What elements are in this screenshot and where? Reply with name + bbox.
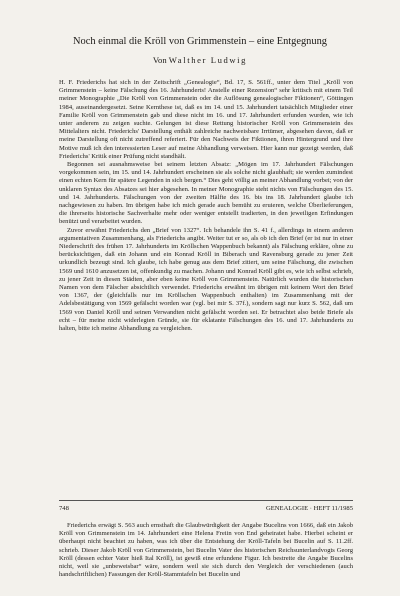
continuation-text: [59, 522, 353, 579]
paragraph: H. F. Friederichs hat sich in der Zeitschrift „Genealogie“, Bd. 17, S. 561ff., unter dem Titel „Kröll von Grimmenstein – keine Fälschung des 16. Jahrhunderts! Anstelle einer Rezension“ sehr kritisch mit einem Teil meiner Monographie „Die Kröll von Grimmenstein oder die Auflösung genealogischer Fiktionen“, Göttingen 1984, auseinandergesetzt. Seine Kernthese ist, daß es im 14. und 15. Jahrhundert tatsächlich Mitglieder einer Familie Kröll von Grimmenstein gab und diese nicht im 16. und 17. Jahrhundert erfunden wurden, wie ich unter anderem zu zeigen suchte. Gelungen ist diese Rettung historischer Kröll von Grimmenstein des Mittelalters nicht. Friederichs' Darstellung enthält zahlreiche nachweisbare Irrtümer, abgesehen davon, daß er meine Darstellung oft nicht zutreffend referiert. Für den Nachweis der Fiktionen, ihren Hintergrund und ihre Motive muß ich den interessierten Leser auf meine Abhandlung verweisen. Hier kann nur gezeigt werden, daß Friederichs' Kritik einer Prüfung nicht standhält.: [59, 79, 353, 160]
article-body: [59, 79, 353, 333]
footer-divider: [59, 500, 353, 501]
paragraph: Zuvor erwähnt Friederichs den „Brief von 1327“. Ich behandele ihn S. 41 f., allerdings in einem anderen argumentativen Zusammenhang, als Friederichs angibt. Weiter tut er so, als ob ich den Brief (er ist nur in einer Niederschrift des frühen 17. Jahrhunderts im Kröllschen Wappenbuch bekannt) als Fälschung erkläre, ohne zu berücksichtigen, daß ein Johann und ein Konrad Kröll in Biberach und Ravensburg gerade zu jener Zeit urkundlich bezeugt sind. Ich glaube, ich habe genug aus dem Brief zitiert, um seine Fälschung, die zwischen 1569 und 1610 anzusetzen ist, offenkundig zu machen. Johann und Konrad Kröll gibt es, wie ich selbst schrieb, zu jener Zeit in diesen Städten, aber eben keine Kröll von Grimmenstein. Natürlich wurden die historischen Namen von dem Fälscher absichtlich verwendet. Friederichs erwähnt im übrigen mit keinem Wort den Brief von 1367, der (gleichfalls nur im Kröllschen Wappenbuch enthalten) im Zusammenhang mit der Adelsbestätigung von 1569 gefälscht worden war (vgl. bei mir S. 37f.), sondern sagt nur kurz S. 562, daß um 1569 von Daniel Kröll und seinen Verwandten nicht gefälscht worden sei. Er betrachtet also beide Briefe als echt – für meine nicht widerlegten Gründe, sie für eklatante Fälschungen des 16. und 17. Jahrhunderts zu halten, bitte ich meine Abhandlung zu vergleichen.: [59, 226, 353, 333]
article-title: Noch einmal die Kröll von Grimmenstein – eine Entgegnung: [73, 36, 327, 47]
author-name: Walther Ludwig: [168, 55, 248, 65]
journal-issue: GENEALOGIE · HEFT 11/1985: [266, 505, 353, 512]
page-number: 748: [59, 505, 69, 512]
article-author: [0, 55, 400, 65]
page-footer: [59, 505, 353, 512]
paragraph: Friederichs erwägt S. 563 auch ernsthaft die Glaubwürdigkeit der Angabe Bucelins von 1666, daß ein Jakob Kröll von Grimmenstein im 14. Jahrhundert eine Helena Freiin von End geheiratet habe. Hierbei scheint er überhaupt nicht beachtet zu haben, was ich über die Entstehung der Kröll-Tafeln bei Bucelin auf S. 11.2ff. schrieb. Dieser Jakob Kröll von Grimmenstein, bei Bucelin Vater des historischen Reichsunterlandvogts Georg Kröll (dessen echter Vater hieß Ital Kröll), ist gewiß eine erfundene Figur. Ich bestreite die Angabe Bucelins nicht, weil sie „unbeweisbar“ wäre, sondern weil sie sich durch den Vergleich der verschiedenen (auch handschriftlichen) Fassungen der Kröll-Stammtafeln bei Bucelin und: [59, 522, 353, 579]
paragraph: Begonnen sei ausnahmsweise bei seinem letzten Absatz: „Mögen im 17. Jahrhundert Fälschungen vorgekommen sein, im 15. und 14. Jahrhundert erscheinen sie als solche nicht glaubhaft; sie werden zumindest einen echten Kern für spätere Legenden in sich bergen.“ Dies geht völlig an meiner Abhandlung vorbei; von der unklaren Syntax des Absatzes sei hier abgesehen. In meiner Monographie steht nichts von Fälschungen des 15. und 14. Jahrhunderts. Fälschungen von der zweiten Hälfte des 16. bis ins 18. Jahrhundert glaube ich nachgewiesen zu haben. Im übrigen habe ich mich gerade auch bemüht zu eruieren, welche Überlieferungen, die ihrerseits historische Sachverhalte mehr oder weniger entstellt tradierten, in den jeweiligen Erfindungen benützt und verarbeitet wurden.: [59, 161, 353, 226]
author-prefix: Von: [152, 55, 167, 65]
